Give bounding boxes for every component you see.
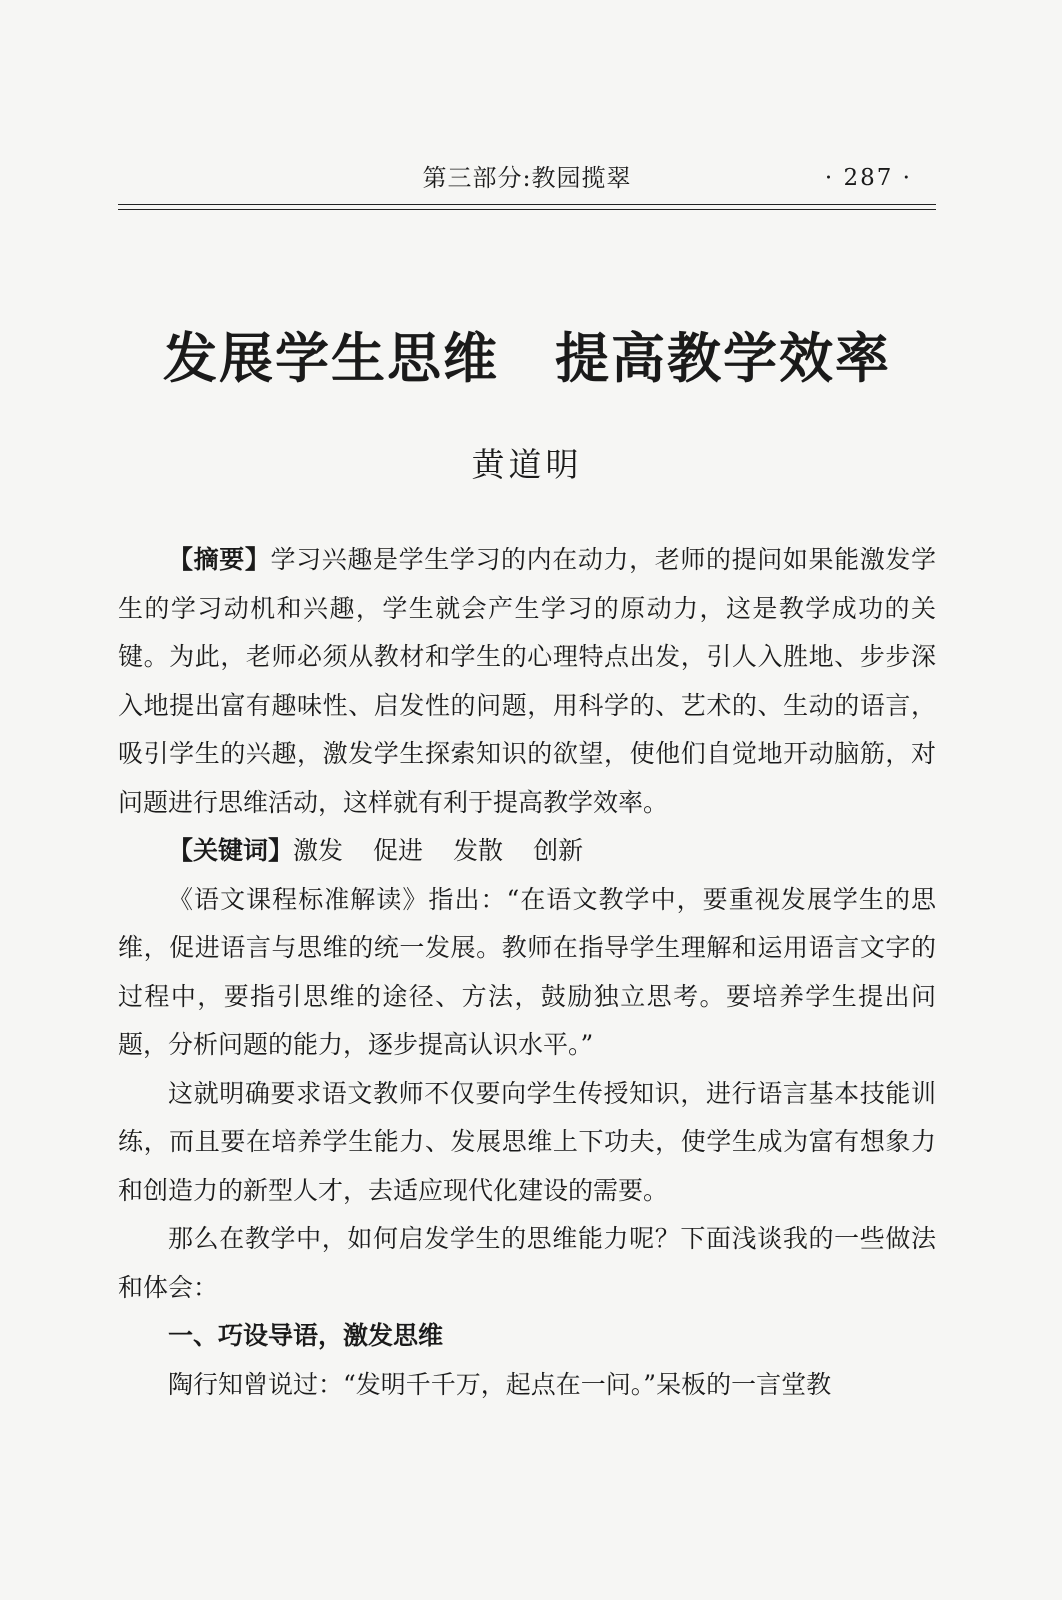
running-head [118, 160, 936, 196]
keywords-label: 【关键词】 [168, 836, 294, 865]
section-heading: 一、巧设导语，激发思维 [168, 1321, 444, 1350]
article-body [118, 536, 936, 1409]
keyword: 促进 [373, 836, 424, 865]
body-paragraph: 《语文课程标准解读》指出：“在语文教学中，要重视发展学生的思维，促进语言与思维的统一发展。教师在指导学生理解和运用语言文字的过程中，要指引思维的途径、方法，鼓励独立思考。要培养学生提出问题，分析问题的能力，逐步提高认识水平。” [118, 884, 936, 1059]
abstract-text: 学习兴趣是学生学习的内在动力，老师的提问如果能激发学生的学习动机和兴趣，学生就会产生学习的原动力，这是教学成功的关键。为此，老师必须从教材和学生的心理特点出发，引人入胜地、步步深入地提出富有趣味性、启发性的问题，用科学的、艺术的、生动的语言，吸引学生的兴趣，激发学生探索知识的欲望，使他们自觉地开动脑筋，对问题进行思维活动，这样就有利于提高教学效率。 [118, 545, 936, 817]
page-number: · 287 · [824, 165, 912, 191]
keyword: 发散 [453, 836, 504, 865]
keywords [118, 827, 936, 876]
keyword: 创新 [533, 836, 584, 865]
section-label: 第三部分:教园揽翠 [422, 164, 632, 192]
header-rule-bottom [118, 209, 936, 210]
body-paragraph: 陶行知曾说过：“发明千千万，起点在一问。”呆板的一言堂教 [168, 1369, 832, 1399]
abstract [118, 536, 936, 827]
body-paragraph: 这就明确要求语文教师不仅要向学生传授知识，进行语言基本技能训练，而且要在培养学生能力、发展思维上下功夫，使学生成为富有想象力和创造力的新型人才，去适应现代化建设的需要。 [118, 1078, 936, 1205]
keyword: 激发 [293, 836, 344, 865]
header-rule-top [118, 204, 936, 205]
article-author: 黄道明 [471, 445, 583, 484]
abstract-label: 【摘要】 [168, 545, 271, 574]
body-paragraph: 那么在教学中，如何启发学生的思维能力呢？下面浅谈我的一些做法和体会： [118, 1224, 936, 1302]
article-title: 发展学生思维 提高教学效率 [163, 326, 891, 390]
